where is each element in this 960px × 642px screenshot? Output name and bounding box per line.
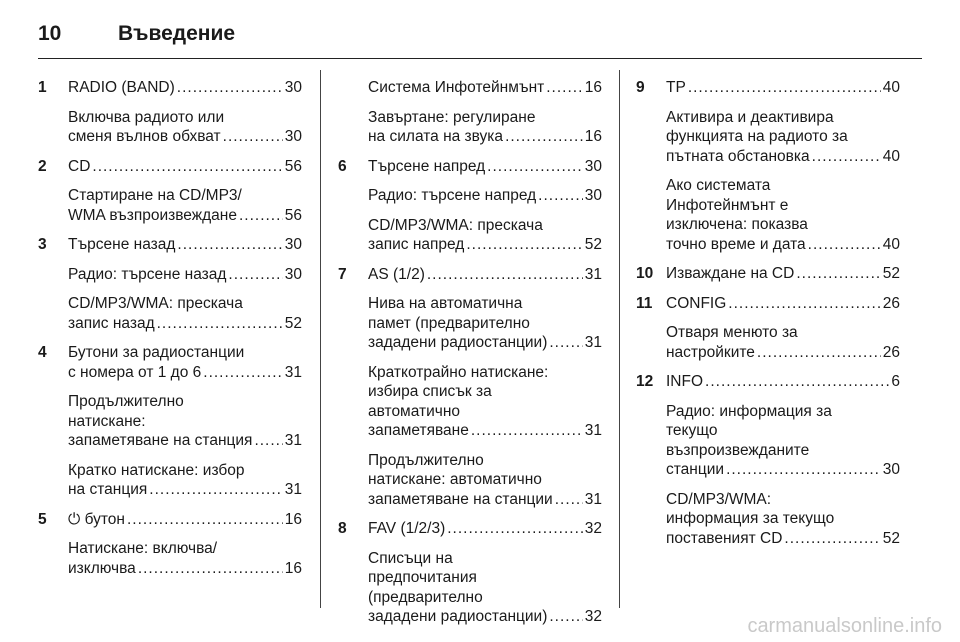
- entry-line-with-page: [68, 431, 302, 451]
- page-reference: 31: [584, 334, 602, 351]
- entry-text: на станция: [68, 481, 148, 498]
- index-entry: [338, 78, 602, 98]
- entry-line-with-page: [68, 78, 302, 98]
- entry-text: настройките: [666, 343, 755, 361]
- page-reference: 40: [882, 235, 900, 253]
- entry-line-with-page: [68, 363, 302, 383]
- column-divider: [619, 70, 620, 608]
- index-entry: [338, 519, 602, 539]
- entry-line-with-page: [666, 235, 900, 255]
- entry-line-with-page: [68, 510, 302, 530]
- entry-text: Включва радиото или: [68, 108, 225, 126]
- dot-leader: [177, 78, 283, 98]
- page-reference: 31: [584, 490, 602, 508]
- entry-text: текущо: [666, 422, 718, 439]
- index-entry: [38, 235, 302, 255]
- dot-leader: [254, 431, 282, 451]
- index-entry: [636, 78, 900, 98]
- page-reference: 26: [882, 294, 900, 312]
- dot-leader: [157, 314, 283, 334]
- entry-text: Завъртане: регулиране: [368, 108, 536, 126]
- index-entry: [38, 157, 302, 177]
- entry-number: 6: [338, 157, 347, 175]
- entry-text: ⏻ бутон: [68, 510, 125, 528]
- index-entry: [338, 186, 602, 206]
- page-header: [38, 14, 235, 54]
- entry-text: Търсене назад: [68, 236, 176, 253]
- entry-text: Система Инфотейнмънт: [368, 79, 545, 96]
- dot-leader: [728, 294, 880, 314]
- entry-number: 7: [338, 265, 347, 283]
- entry-line-with-page: [68, 157, 302, 177]
- entry-text: поставеният CD: [666, 529, 783, 547]
- entry-text: предпочитания: [368, 569, 477, 586]
- dot-leader: [538, 186, 583, 206]
- entry-text: CD/MP3/WMA:: [666, 490, 772, 508]
- entry-text: Отваря менюто за: [666, 324, 798, 341]
- dot-leader: [546, 78, 583, 98]
- entry-line-with-page: [368, 490, 602, 510]
- entry-text: CD: [68, 157, 91, 175]
- entry-text: автоматично: [368, 402, 461, 420]
- page-reference: 30: [284, 79, 302, 96]
- entry-text: Инфотейнмънт е: [666, 196, 789, 214]
- entry-text: с номера от 1 до 6: [68, 363, 202, 381]
- page-reference: 31: [284, 363, 302, 381]
- entry-text: памет (предварително: [368, 314, 530, 332]
- dot-leader: [127, 510, 283, 530]
- entry-line-with-page: [666, 529, 900, 549]
- index-entry: [636, 294, 900, 314]
- entry-text: запаметяване: [368, 422, 469, 439]
- dot-leader: [228, 265, 282, 285]
- entry-line-with-page: [666, 343, 900, 363]
- page-reference: 52: [882, 265, 900, 282]
- index-entry: [338, 216, 602, 255]
- page-reference: 31: [584, 265, 602, 283]
- index-entry: [38, 294, 302, 333]
- page-reference: 52: [584, 236, 602, 253]
- entry-text: сменя вълнов обхват: [68, 128, 221, 145]
- entry-text: зададени радиостанции): [368, 608, 548, 625]
- page-reference: 16: [284, 510, 302, 528]
- entry-number: 11: [636, 294, 653, 312]
- entry-text: възпроизвежданите: [666, 441, 810, 459]
- page-reference: 16: [284, 559, 302, 577]
- entry-line-with-page: [68, 314, 302, 334]
- entry-line-with-page: [666, 294, 900, 314]
- entry-text: TP: [666, 79, 686, 96]
- entry-number: 4: [38, 344, 47, 361]
- entry-line-with-page: [666, 147, 900, 167]
- entry-text: запаметяване на станции: [368, 490, 553, 508]
- index-entry: [38, 539, 302, 578]
- entry-text: Бутони за радиостанции: [68, 344, 245, 361]
- page-reference: 26: [882, 343, 900, 361]
- entry-text: FAV (1/2/3): [368, 520, 446, 537]
- column-3: [636, 78, 900, 558]
- dot-leader: [427, 265, 583, 285]
- page-reference: 31: [284, 432, 302, 449]
- header-rule: [38, 58, 922, 59]
- page-reference: 30: [284, 236, 302, 253]
- entry-text: Продължително: [68, 393, 184, 410]
- page-reference: 52: [284, 314, 302, 332]
- entry-text: на силата на звука: [368, 128, 504, 145]
- entry-text: изключва: [68, 559, 136, 577]
- dot-leader: [784, 529, 880, 549]
- entry-line-with-page: [368, 235, 602, 255]
- entry-line-with-page: [666, 372, 900, 392]
- index-entry: [38, 392, 302, 451]
- entry-text: Натискане: включва/: [68, 540, 218, 557]
- entry-number: 2: [38, 157, 47, 175]
- entry-text: AS (1/2): [368, 265, 425, 283]
- entry-text: точно време и дата: [666, 235, 806, 253]
- entry-number: 3: [38, 236, 47, 253]
- page-reference: 40: [882, 79, 900, 96]
- entry-text: Продължително: [368, 451, 484, 469]
- dot-leader: [149, 480, 282, 500]
- entry-text: CD/MP3/WMA: прескача: [68, 295, 243, 312]
- entry-text: Активира и деактивира: [666, 108, 834, 126]
- index-entry: [38, 78, 302, 98]
- dot-leader: [466, 235, 582, 255]
- dot-leader: [138, 559, 283, 579]
- dot-leader: [203, 363, 282, 383]
- index-entry: [38, 186, 302, 225]
- dot-leader: [705, 372, 889, 392]
- entry-line-with-page: [368, 333, 602, 353]
- page-reference: 30: [584, 187, 602, 204]
- dot-leader: [549, 607, 582, 627]
- page-number: 10: [38, 22, 62, 45]
- entry-line-with-page: [368, 607, 602, 627]
- dot-leader: [177, 235, 282, 255]
- dot-leader: [812, 147, 881, 167]
- entry-line-with-page: [368, 127, 602, 147]
- index-entry: [38, 108, 302, 147]
- entry-text: функцията на радиото за: [666, 128, 848, 145]
- entry-text: Радио: търсене назад: [68, 265, 227, 283]
- page-reference: 40: [882, 147, 900, 165]
- entry-line-with-page: [368, 421, 602, 441]
- entry-line-with-page: [368, 519, 602, 539]
- entry-text: натискане: автоматично: [368, 471, 542, 488]
- entry-text: натискане:: [68, 412, 146, 430]
- index-entry: [636, 108, 900, 167]
- entry-number: 12: [636, 373, 654, 390]
- entry-text: Нива на автоматична: [368, 295, 523, 312]
- entry-text: (предварително: [368, 588, 483, 606]
- entry-line-with-page: [68, 127, 302, 147]
- index-entry: [38, 510, 302, 530]
- entry-number: 5: [38, 510, 47, 528]
- page-reference: 30: [882, 461, 900, 478]
- dot-leader: [757, 343, 881, 363]
- entry-number: 8: [338, 520, 347, 537]
- entry-text: станции: [666, 461, 725, 478]
- index-entry: [338, 294, 602, 353]
- column-2: [338, 78, 602, 637]
- column-1: [38, 78, 302, 588]
- index-entry: [636, 176, 900, 254]
- page-reference: 30: [584, 157, 602, 175]
- dot-leader: [808, 235, 881, 255]
- index-entry: [38, 265, 302, 285]
- entry-number: 10: [636, 265, 654, 282]
- index-entry: [636, 490, 900, 549]
- watermark: carmanualsonline.info: [747, 615, 942, 637]
- entry-text: Стартиране на CD/MP3/: [68, 187, 242, 204]
- index-entry: [636, 323, 900, 362]
- entry-number: 1: [38, 79, 47, 96]
- dot-leader: [487, 157, 583, 177]
- page-reference: 32: [584, 520, 602, 537]
- dot-leader: [505, 127, 583, 147]
- entry-text: RADIO (BAND): [68, 79, 175, 96]
- entry-line-with-page: [666, 264, 900, 284]
- entry-line-with-page: [68, 480, 302, 500]
- dot-leader: [688, 78, 881, 98]
- dot-leader: [796, 264, 880, 284]
- index-entry: [338, 363, 602, 441]
- entry-text: информация за текущо: [666, 510, 835, 527]
- entry-text: Краткотрайно натискане:: [368, 363, 549, 381]
- page-reference: 16: [584, 128, 602, 145]
- entry-line-with-page: [666, 78, 900, 98]
- entry-text: WMA възпроизвеждане: [68, 206, 237, 224]
- entry-text: CONFIG: [666, 294, 727, 312]
- entry-line-with-page: [666, 460, 900, 480]
- entry-line-with-page: [368, 186, 602, 206]
- entry-text: запис назад: [68, 314, 155, 332]
- dot-leader: [223, 127, 283, 147]
- page-reference: 16: [584, 79, 602, 96]
- entry-line-with-page: [368, 157, 602, 177]
- entry-text: изключена: показва: [666, 216, 808, 233]
- dot-leader: [549, 333, 582, 353]
- entry-text: Изваждане на CD: [666, 265, 795, 282]
- index-entry: [338, 265, 602, 285]
- entry-line-with-page: [368, 78, 602, 98]
- page-reference: 31: [284, 481, 302, 498]
- dot-leader: [471, 421, 583, 441]
- entry-text: Списъци на: [368, 549, 453, 567]
- entry-text: запаметяване на станция: [68, 432, 253, 449]
- entry-text: Радио: информация за: [666, 402, 832, 420]
- entry-line-with-page: [68, 206, 302, 226]
- column-divider: [320, 70, 321, 608]
- entry-text: CD/MP3/WMA: прескача: [368, 216, 543, 234]
- page-reference: 30: [284, 128, 302, 145]
- index-entry: [338, 451, 602, 510]
- index-entry: [338, 549, 602, 627]
- entry-text: Ако системата: [666, 177, 771, 194]
- dot-leader: [239, 206, 283, 226]
- page-title: Въведение: [118, 22, 236, 45]
- dot-leader: [447, 519, 583, 539]
- page-reference: 32: [584, 608, 602, 625]
- entry-line-with-page: [68, 265, 302, 285]
- entry-line-with-page: [68, 235, 302, 255]
- dot-leader: [726, 460, 881, 480]
- index-entry: [38, 461, 302, 500]
- page-reference: 52: [882, 529, 900, 547]
- index-entry: [338, 108, 602, 147]
- index-entry: [636, 372, 900, 392]
- dot-leader: [555, 490, 583, 510]
- entry-text: пътната обстановка: [666, 147, 810, 165]
- index-entry: [636, 264, 900, 284]
- page-reference: 31: [584, 422, 602, 439]
- entry-line-with-page: [68, 559, 302, 579]
- entry-number: 9: [636, 79, 645, 96]
- index-entry: [636, 402, 900, 480]
- entry-text: Радио: търсене напред: [368, 187, 537, 204]
- entry-text: Търсене напред: [368, 157, 486, 175]
- entry-text: зададени радиостанции): [368, 334, 548, 351]
- page-reference: 56: [284, 206, 302, 224]
- entry-text: запис напред: [368, 236, 465, 253]
- entry-text: избира списък за: [368, 383, 492, 400]
- page-reference: 6: [891, 373, 900, 390]
- entry-line-with-page: [368, 265, 602, 285]
- entry-text: Кратко натискане: избор: [68, 461, 245, 479]
- page-reference: 56: [284, 157, 302, 175]
- dot-leader: [92, 157, 282, 177]
- entry-text: INFO: [666, 373, 704, 390]
- page-reference: 30: [284, 265, 302, 283]
- index-entry: [338, 157, 602, 177]
- index-entry: [38, 343, 302, 382]
